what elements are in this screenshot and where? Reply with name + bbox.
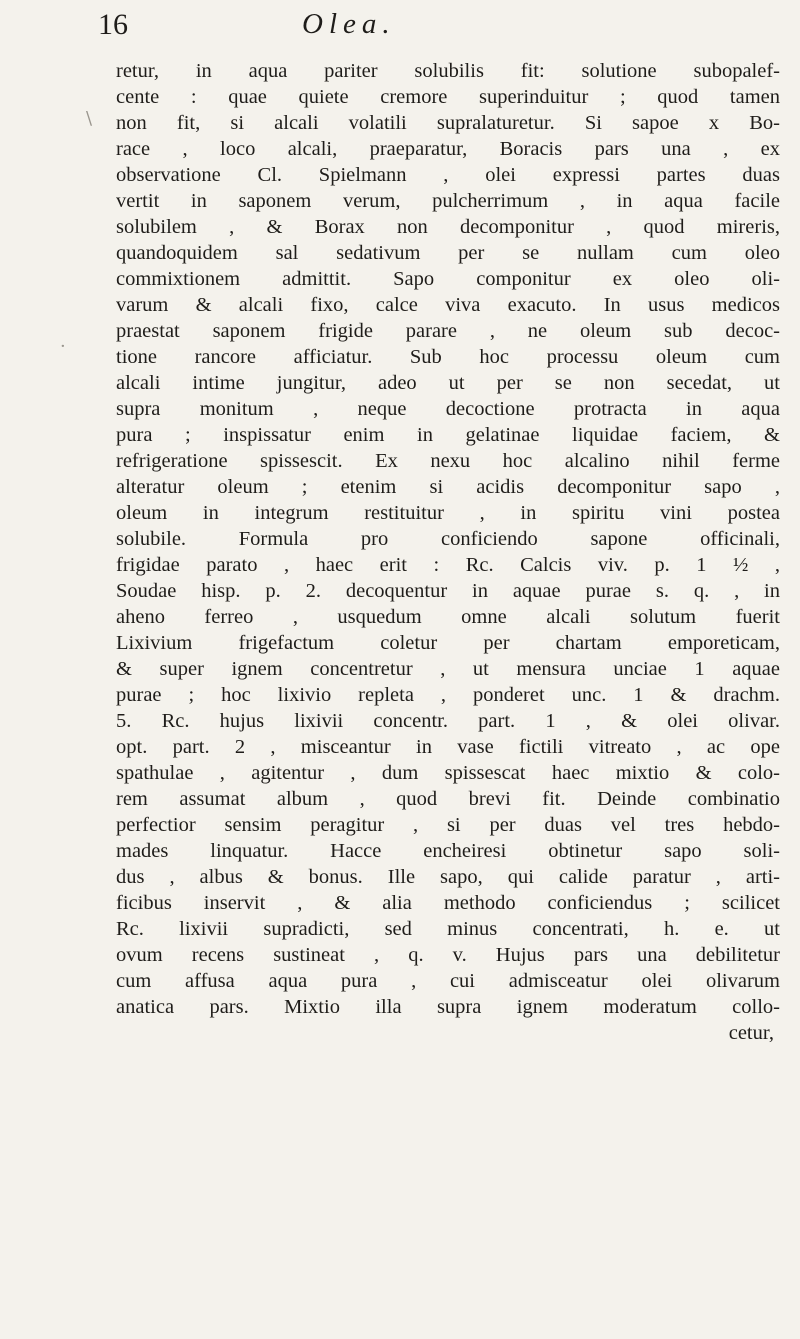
text-line: Rc. lixivii supradicti, sed minus concentrati, h. e. ut (116, 918, 780, 940)
text-line: alteratur oleum ; etenim si acidis decomponitur sapo , (116, 476, 780, 498)
margin-dot: · (60, 336, 66, 357)
text-line: quandoquidem sal sedativum per se nullam cum oleo (116, 242, 780, 264)
text-line: Lixivium frigefactum coletur per chartam emporeticam, (116, 632, 780, 654)
text-line: perfectior sensim peragitur , si per duas vel tres hebdo- (116, 814, 780, 836)
text-line: retur, in aqua pariter solubilis fit: solutione subopalef- (116, 60, 780, 82)
margin-mark: \ (86, 108, 93, 129)
text-line: vertit in saponem verum, pulcherrimum , in aqua facile (116, 190, 780, 212)
text-line: oleum in integrum restituitur , in spiritu vini postea (116, 502, 780, 524)
text-line: Soudae hisp. p. 2. decoquentur in aquae purae s. q. , in (116, 580, 780, 602)
body-text (116, 58, 780, 1046)
text-line: solubilem , & Borax non decomponitur , quod mireris, (116, 216, 780, 238)
text-line: 5. Rc. hujus lixivii concentr. part. 1 , & olei olivar. (116, 710, 780, 732)
text-line: spathulae , agitentur , dum spissescat haec mixtio & colo- (116, 762, 780, 784)
text-line: cente : quae quiete cremore superinduitur ; quod tamen (116, 86, 780, 108)
text-line: alcali intime jungitur, adeo ut per se non secedat, ut (116, 372, 780, 394)
text-line: & super ignem concentretur , ut mensura unciae 1 aquae (116, 658, 780, 680)
text-line: commixtionem admittit. Sapo componitur ex oleo oli- (116, 268, 780, 290)
text-line: race , loco alcali, praeparatur, Boracis pars una , ex (116, 138, 780, 160)
text-line: supra monitum , neque decoctione protracta in aqua (116, 398, 780, 420)
text-line: cum affusa aqua pura , cui admisceatur olei olivarum (116, 970, 780, 992)
catchword: cetur, (728, 1022, 774, 1044)
page-header (86, 6, 766, 46)
page-number: 16 (98, 8, 128, 41)
text-line: pura ; inspissatur enim in gelatinae liquidae faciem, & (116, 424, 780, 446)
running-head: Olea. (302, 8, 396, 40)
text-line: non fit, si alcali volatili supralaturetur. Si sapoe x Bo- (116, 112, 780, 134)
text-line: solubile. Formula pro conficiendo sapone officinali, (116, 528, 780, 550)
text-line: frigidae parato , haec erit : Rc. Calcis viv. p. 1 ½ , (116, 554, 780, 576)
text-line: ovum recens sustineat , q. v. Hujus pars una debilitetur (116, 944, 780, 966)
text-line: ficibus inservit , & alia methodo conficiendus ; scilicet (116, 892, 780, 914)
text-line: mades linquatur. Hacce encheiresi obtinetur sapo soli- (116, 840, 780, 862)
text-line: dus , albus & bonus. Ille sapo, qui calide paratur , arti- (116, 866, 780, 888)
text-line: refrigeratione spissescit. Ex nexu hoc alcalino nihil ferme (116, 450, 780, 472)
text-line: aheno ferreo , usquedum omne alcali solutum fuerit (116, 606, 780, 628)
text-line: tione rancore afficiatur. Sub hoc processu oleum cum (116, 346, 780, 368)
text-line: purae ; hoc lixivio repleta , ponderet unc. 1 & drachm. (116, 684, 780, 706)
text-line: opt. part. 2 , misceantur in vase fictili vitreato , ac ope (116, 736, 780, 758)
text-line: rem assumat album , quod brevi fit. Deinde combinatio (116, 788, 780, 810)
text-line: observatione Cl. Spielmann , olei expressi partes duas (116, 164, 780, 186)
text-line: varum & alcali fixo, calce viva exacuto. In usus medicos (116, 294, 780, 316)
text-line: anatica pars. Mixtio illa supra ignem moderatum collo- (116, 996, 780, 1018)
text-line: praestat saponem frigide parare , ne oleum sub decoc- (116, 320, 780, 342)
